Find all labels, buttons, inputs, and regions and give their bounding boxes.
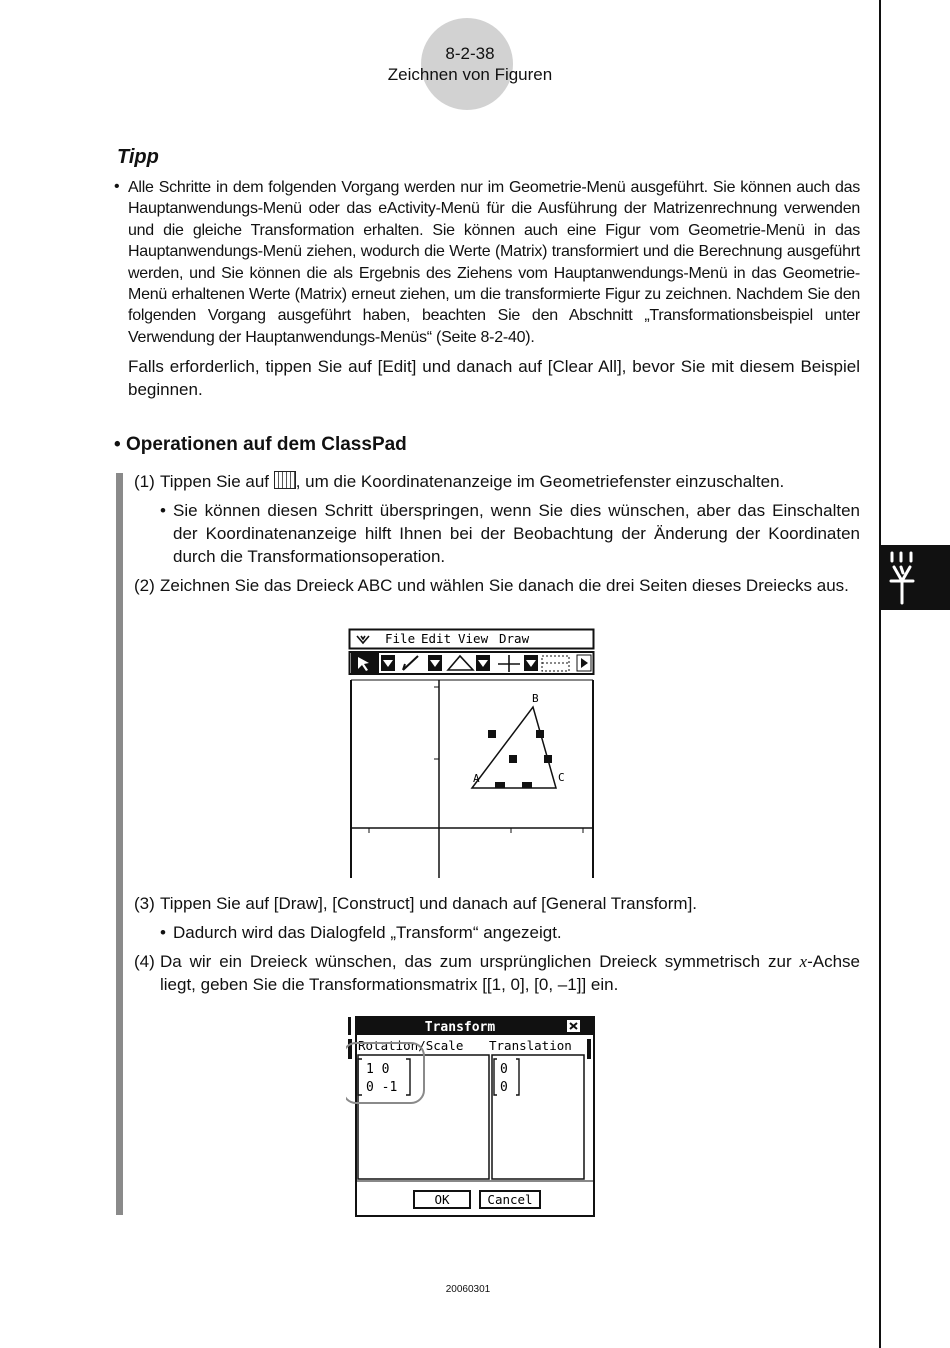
page-number: 8-2-38 <box>445 44 495 63</box>
step-text-part: Da wir ein Dreieck wünschen, das zum ursprünglichen Dreieck symmetrisch zur <box>160 952 800 971</box>
header-circle <box>421 18 513 110</box>
tip-note: Falls erforderlich, tippen Sie auf [Edit] und danach auf [Clear All], bevor Sie mit diesem Beispiel beginnen. <box>128 357 860 399</box>
rotation-scale-label: Rotation/Scale <box>358 1038 464 1053</box>
step-note-text: Sie können diesen Schritt überspringen, wenn Sie dies wünschen, aber das Einschalten der Koordinatenanzeige hilft Ihnen bei der Beobachtung der Änderung der Koordinaten durch die Transformationsoperation. <box>173 501 860 566</box>
step-number: (4) <box>134 952 155 971</box>
operations-heading: • Operationen auf dem ClassPad <box>114 434 407 455</box>
bullet-dot: • <box>160 501 166 520</box>
step-text-part: , um die Koordinatenanzeige im Geometriefenster einzuschalten. <box>295 472 785 491</box>
bullet-dot: • <box>160 923 166 942</box>
ok-button-label: OK <box>434 1192 450 1207</box>
footer-code: 20060301 <box>445 1284 491 1295</box>
menu-file[interactable]: File <box>385 631 416 646</box>
step-text: Zeichnen Sie das Dreieck ABC und wählen Sie danach die drei Seiten dieses Dreiecks aus. <box>160 576 849 595</box>
step-number: (3) <box>134 894 155 913</box>
step-note-text: Dadurch wird das Dialogfeld „Transform“ angezeigt. <box>173 923 562 942</box>
translation-row-2: 0 <box>500 1080 508 1095</box>
step-text-part: -Achse liegt, geben Sie die Transformationsmatrix [[1, 0], [0, –1]] ein. <box>160 952 860 994</box>
menu-view[interactable]: View <box>458 631 489 646</box>
geometry-chapter-icon <box>881 545 950 610</box>
procedure-side-bar <box>116 473 123 1215</box>
vertex-label-b: B <box>532 692 539 705</box>
tip-title: Tipp <box>117 146 159 168</box>
dialog-title: Transform <box>424 1020 496 1035</box>
vertex-label-a: A <box>473 772 480 785</box>
menu-edit[interactable]: Edit <box>421 631 452 646</box>
step-number: (2) <box>134 576 155 595</box>
translation-row-1: 0 <box>500 1062 508 1077</box>
bullet-dot: • <box>114 178 120 195</box>
section-title: Zeichnen von Figuren <box>387 65 553 84</box>
step-text-part: Tippen Sie auf <box>160 472 269 491</box>
transform-dialog-screenshot <box>346 1015 596 1218</box>
right-margin-rule <box>879 0 881 1348</box>
coordinate-display-icon <box>274 471 296 489</box>
matrix-row-2: 0 -1 <box>366 1080 398 1095</box>
step-text: Tippen Sie auf [Draw], [Construct] und danach auf [General Transform]. <box>160 894 698 913</box>
cancel-button-label: Cancel <box>487 1192 533 1207</box>
chapter-tab <box>881 545 950 610</box>
step-text <box>160 470 860 493</box>
operations-heading-text: Operationen auf dem ClassPad <box>125 434 407 455</box>
vertex-label-c: C <box>558 771 565 784</box>
triangle-abc[interactable] <box>472 707 556 788</box>
step-text <box>160 950 860 996</box>
matrix-row-1: 1 0 <box>366 1062 390 1077</box>
step-number: (1) <box>134 472 155 491</box>
variable-x: x <box>799 952 808 971</box>
geometry-window-screenshot <box>348 628 596 878</box>
translation-label: Translation <box>489 1038 572 1053</box>
tip-bullet-text: Alle Schritte in dem folgenden Vorgang werden nur im Geometrie-Menü ausgeführt. Sie können auch das Hauptanwendungs-Menü oder das eActivity-Menü für die Ausführung der Matrizenrechnung verwenden und die gleiche Transformation erhalten. Sie können auch eine Figur vom Geometrie-Menü in das Hauptanwendungs-Menü ziehen, wodurch die Werte (Matrix) transformiert und die Berechnung ausgeführt werden, und Sie können die als Ergebnis des Ziehens vom Hauptanwendungs-Menü in das Geometrie-Menü erhaltenen Werte (Matrix) erneut ziehen, um die transformierte Figur zu zeichnen. Nachdem Sie den folgenden Vorgang ausgeführt haben, beachten Sie den Abschnitt „Transformationsbeispiel unter Verwendung der Hauptanwendungs-Menüs“ (Seite 8-2-40). <box>128 179 860 346</box>
menu-draw[interactable]: Draw <box>499 631 530 646</box>
